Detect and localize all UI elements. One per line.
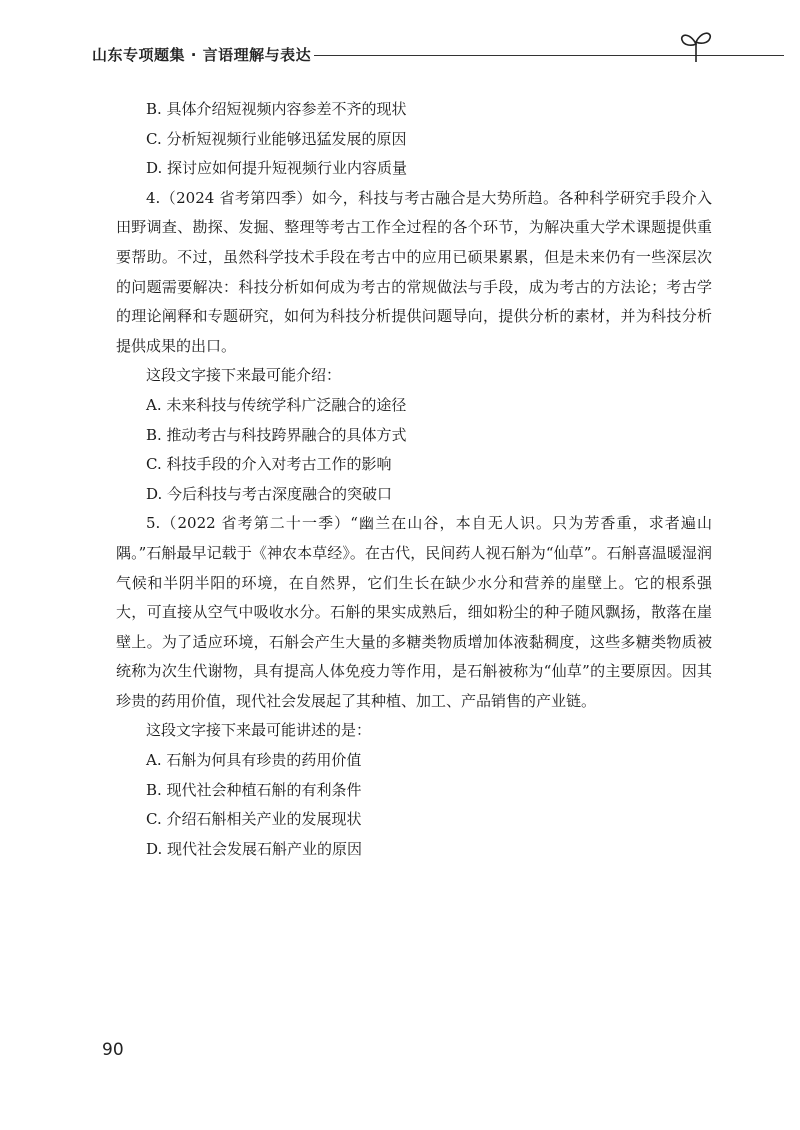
q5-passage: 5.（2022 省考第二十一季）“幽兰在山谷，本自无人识。只为芳香重，求者遍山隅。”石斛最早记载于《神农本草经》。在古代，民间药人视石斛为“仙草”。石斛喜温暖湿润气候和半阴半阳的环境，在自然界，它们生长在缺少水分和营养的崖壁上。它的根系强大，可直接从空气中吸收水分。石斛的果实成熟后，细如粉尘的种子随风飘扬，散落在崖壁上。为了适应环境，石斛会产生大量的多糖类物质增加体液黏稠度，这些多糖类物质被统称为次生代谢物，具有提高人体免疫力等作用，是石斛被称为“仙草”的主要原因。因其珍贵的药用价值，现代社会发展起了其种植、加工、产品销售的产业链。 [116,514,712,710]
prev-option-d: D. 探讨应如何提升短视频行业内容质量 [146,159,408,178]
q5-option-a: A. 石斛为何具有珍贵的药用价值 [146,751,362,770]
q4-passage: 4.（2024 省考第四季）如今，科技与考古融合是大势所趋。各种科学研究手段介入田野调查、勘探、发掘、整理等考古工作全过程的各个环节，为解决重大学术课题提供重要帮助。不过，虽然科学技术手段在考古中的应用已硕果累累，但是未来仍有一些深层次的问题需要解决：科技分析如何成为考古的常规做法与手段，成为考古的方法论；考古学的理论阐释和专题研究，如何为科技分析提供问题导向，提供分析的素材，并为科技分析提供成果的出口。 [116,188,712,355]
q4-question: 这段文字接下来最可能介绍： [146,366,342,385]
q4-option-b: B. 推动考古与科技跨界融合的具体方式 [146,425,407,444]
q4-option-d: D. 今后科技与考古深度融合的突破口 [146,484,393,503]
running-header [92,28,732,68]
page-content [116,95,712,864]
q4-option-c: C. 科技手段的介入对考古工作的影响 [146,455,392,474]
q5-option-b: B. 现代社会种植石斛的有利条件 [146,780,362,799]
q5-option-d: D. 现代社会发展石斛产业的原因 [146,839,363,858]
header-title: 山东专项题集 · 言语理解与表达 [92,46,312,64]
q5-option-c: C. 介绍石斛相关产业的发展现状 [146,810,362,829]
page-number: 90 [102,1040,124,1060]
q4-option-a: A. 未来科技与传统学科广泛融合的途径 [146,395,407,414]
q5-question: 这段文字接下来最可能讲述的是： [146,721,372,740]
sprout-icon [676,28,716,64]
prev-option-c: C. 分析短视频行业能够迅猛发展的原因 [146,129,407,148]
prev-option-b: B. 具体介绍短视频内容参差不齐的现状 [146,100,407,118]
